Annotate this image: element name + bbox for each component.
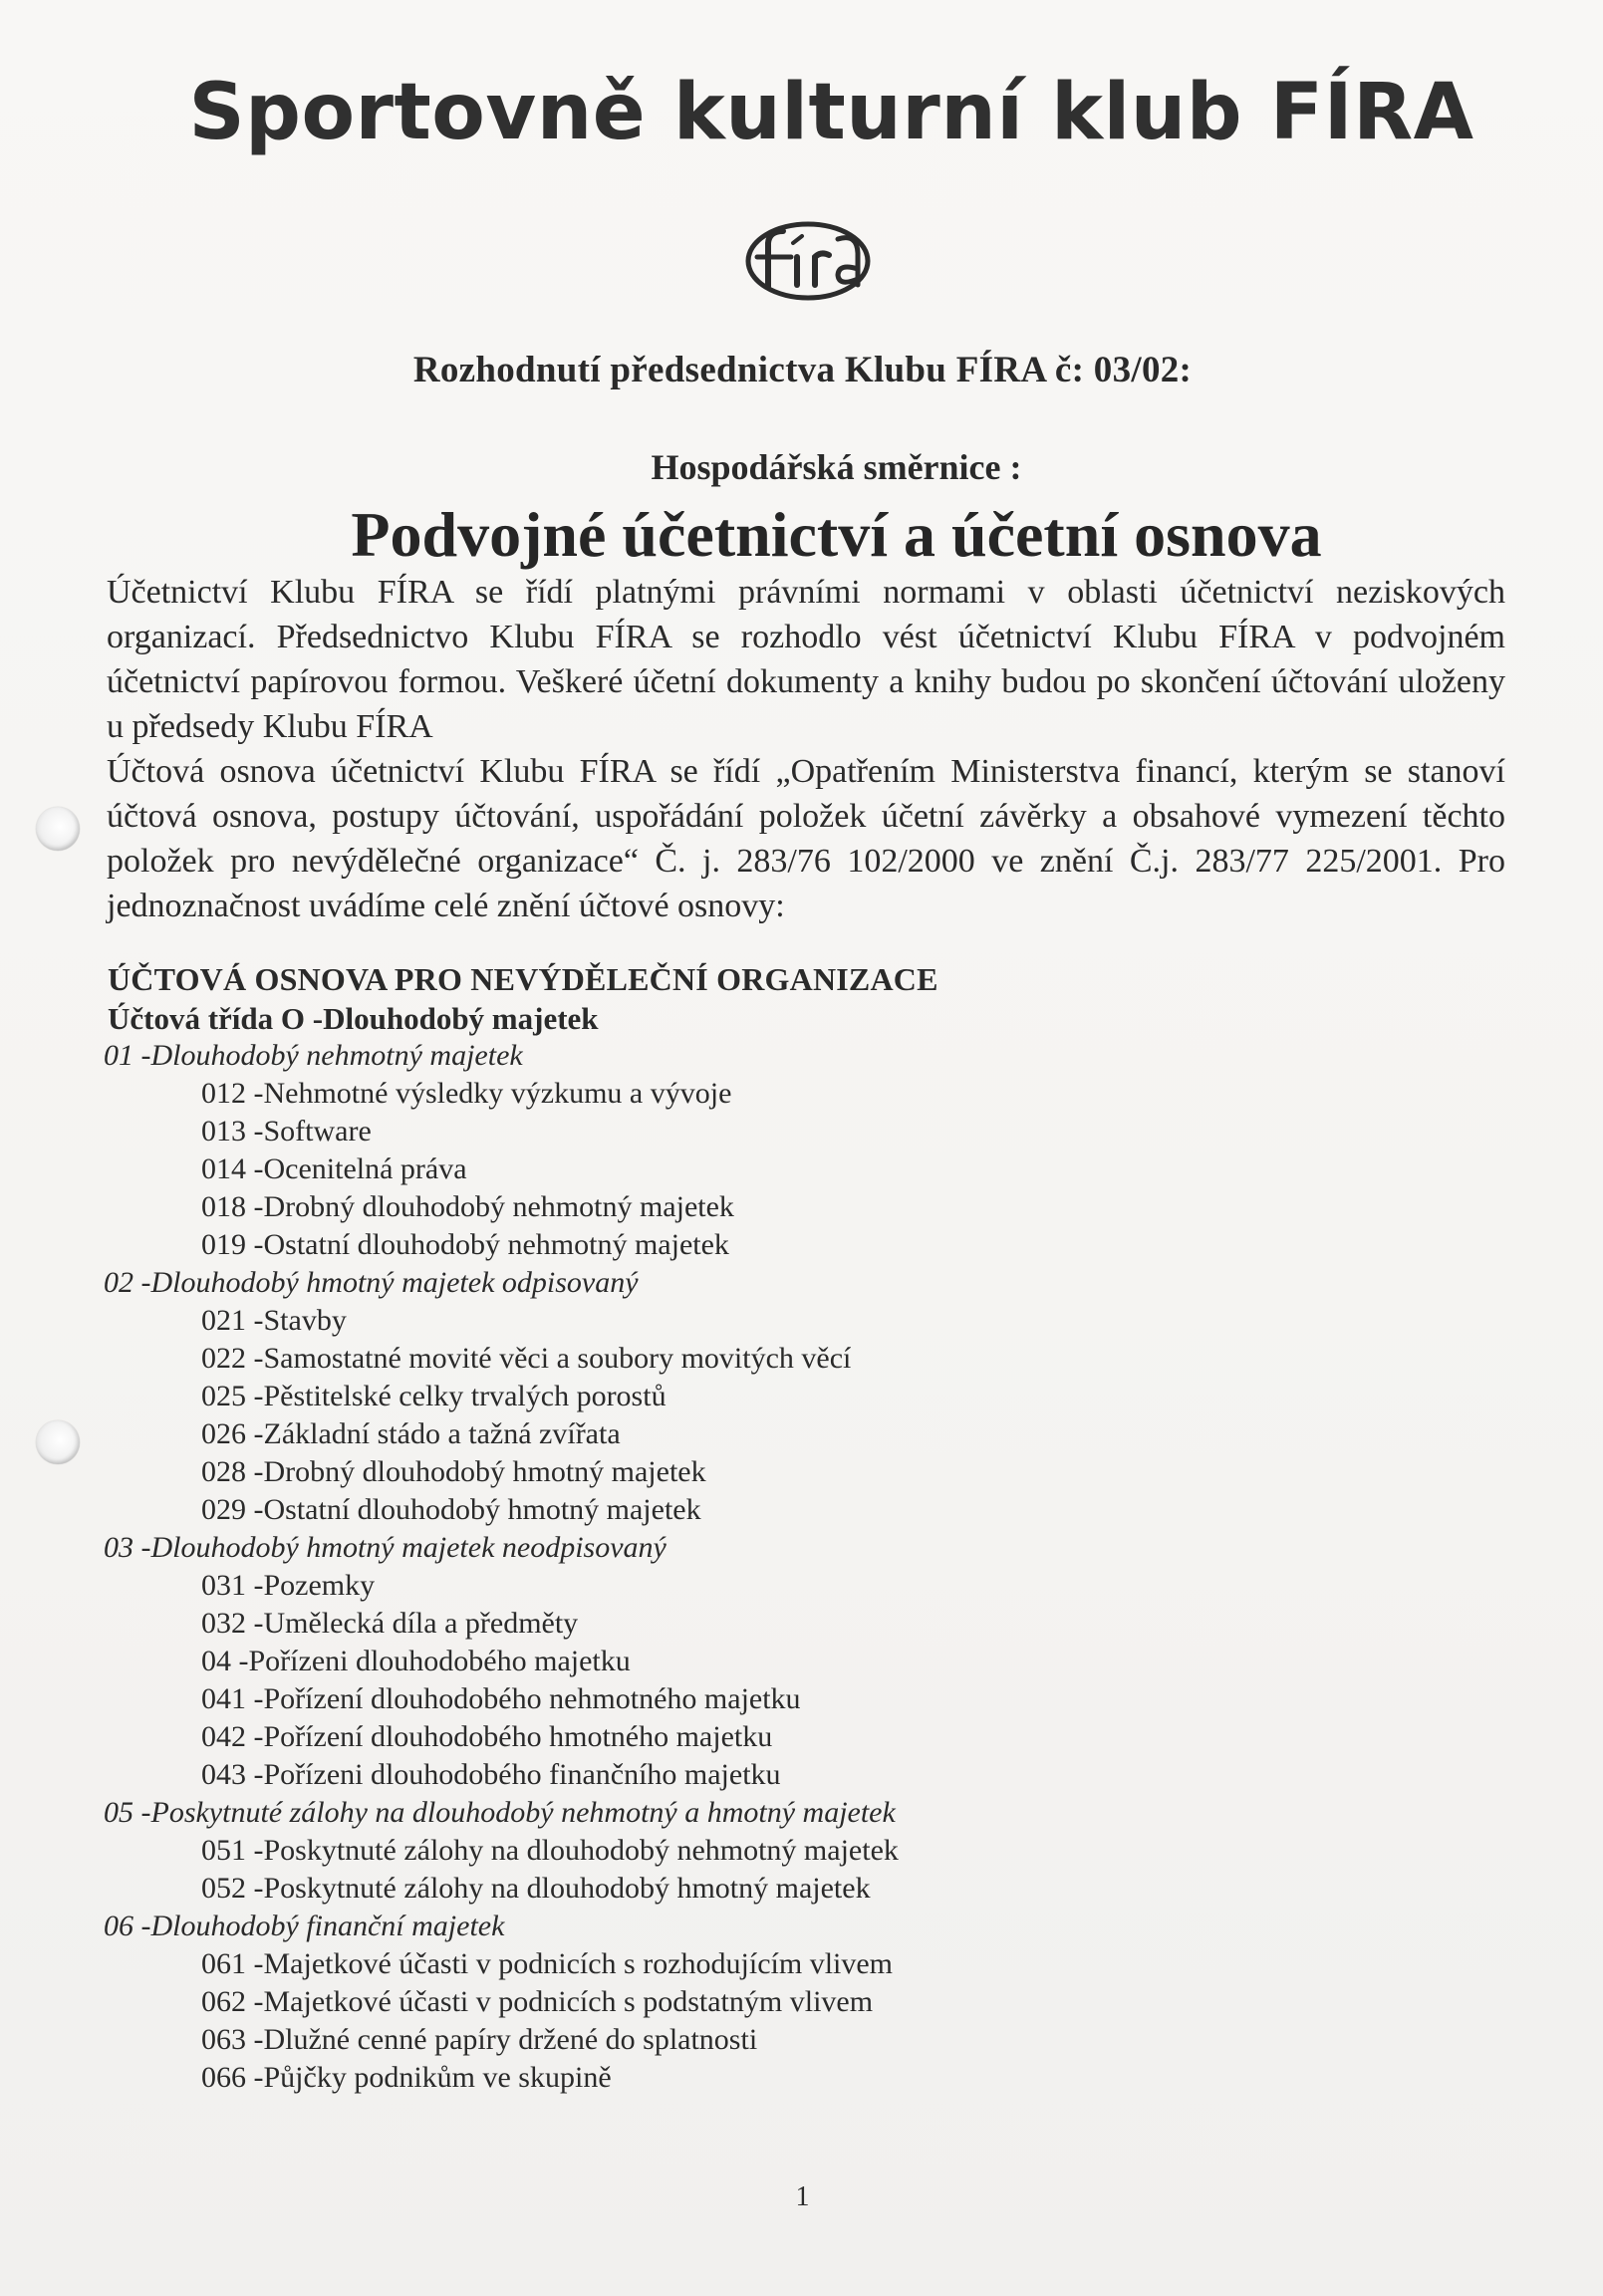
account-line: 028 -Drobný dlouhodobý hmotný majetek [201, 1455, 706, 1488]
page-number: 1 [795, 2181, 810, 2212]
account-line: 022 -Samostatné movité věci a soubory movitých věcí [201, 1342, 852, 1375]
punch-hole [36, 1420, 80, 1464]
account-line: 051 -Poskytnuté zálohy na dlouhodobý nehmotný majetek [201, 1834, 899, 1867]
account-group: 06 -Dlouhodobý finanční majetek [104, 1910, 505, 1942]
account-line: 013 -Software [201, 1115, 372, 1148]
account-line: 021 -Stavby [201, 1304, 347, 1337]
document-title: Podvojné účetnictví a účetní osnova [351, 499, 1322, 570]
directive-label: Hospodářská směrnice : [651, 447, 1022, 487]
account-line: 063 -Dlužné cenné papíry držené do splatnosti [201, 2023, 758, 2056]
account-line: 04 -Pořízeni dlouhodobého majetku [201, 1645, 631, 1677]
account-group: 03 -Dlouhodobý hmotný majetek neodpisovaný [104, 1531, 667, 1564]
account-line: 019 -Ostatní dlouhodobý nehmotný majetek [201, 1228, 729, 1261]
account-group: 05 -Poskytnuté zálohy na dlouhodobý nehmotný a hmotný majetek [104, 1796, 896, 1829]
account-line: 026 -Základní stádo a tažná zvířata [201, 1417, 621, 1450]
account-line: 032 -Umělecká díla a předměty [201, 1607, 579, 1640]
account-line: 025 -Pěstitelské celky trvalých porostů [201, 1380, 667, 1412]
intro-text [107, 570, 1505, 928]
account-line: 041 -Pořízení dlouhodobého nehmotného majetku [201, 1682, 801, 1715]
account-line: 029 -Ostatní dlouhodobý hmotný majetek [201, 1493, 701, 1526]
decision-heading: Rozhodnutí předsednictva Klubu FÍRA č: 03/02: [412, 350, 1193, 390]
intro-paragraph: Účetnictví Klubu FÍRA se řídí platnými právními normami v oblasti účetnictví neziskových organizací. Předsednictvo Klubu FÍRA se rozhodlo vést účetnictví Klubu FÍRA v podvojném účetnictví papírovou formou. Veškeré účetní dokumenty a knihy budou po skončení účtování uloženy u předsedy Klubu FÍRA [107, 574, 1505, 745]
fira-logo-icon [735, 213, 881, 309]
account-line: 014 -Ocenitelná práva [201, 1152, 467, 1185]
account-line: 066 -Půjčky podnikům ve skupině [201, 2061, 612, 2094]
account-group: 02 -Dlouhodobý hmotný majetek odpisovaný [104, 1266, 639, 1299]
account-class-heading: Účtová třída O -Dlouhodobý majetek [108, 1001, 599, 1036]
account-line: 062 -Majetkové účasti v podnicích s podstatným vlivem [201, 1985, 874, 2018]
account-outline [104, 957, 1203, 2097]
club-title: Sportovně kulturní klub FÍRA [188, 68, 1474, 157]
account-line: 052 -Poskytnuté zálohy na dlouhodobý hmotný majetek [201, 1872, 871, 1905]
account-line: 043 -Pořízeni dlouhodobého finančního majetku [201, 1758, 781, 1791]
outline-heading: ÚČTOVÁ OSNOVA PRO NEVÝDĚLEČNÍ ORGANIZACE [108, 961, 938, 997]
account-line: 042 -Pořízení dlouhodobého hmotného majetku [201, 1720, 773, 1753]
punch-hole [36, 807, 80, 851]
account-line: 061 -Majetkové účasti v podnicích s rozhodujícím vlivem [201, 1947, 894, 1980]
account-group: 01 -Dlouhodobý nehmotný majetek [104, 1039, 523, 1072]
account-line: 018 -Drobný dlouhodobý nehmotný majetek [201, 1190, 734, 1223]
outline-lines [104, 1037, 1203, 2097]
intro-paragraph: Účtová osnova účetnictví Klubu FÍRA se řídí „Opatřením Ministerstva financí, kterým se stanoví účtová osnova, postupy účtování, uspořádání položek účetní závěrky a obsahové vymezení těchto položek pro nevýdělečné organizace“ Č. j. 283/76 102/2000 ve znění Č.j. 283/77 225/2001. Pro jednoznačnost uvádíme celé znění účtové osnovy: [107, 753, 1505, 924]
account-line: 012 -Nehmotné výsledky výzkumu a vývoje [201, 1077, 732, 1110]
account-line: 031 -Pozemky [201, 1569, 376, 1602]
